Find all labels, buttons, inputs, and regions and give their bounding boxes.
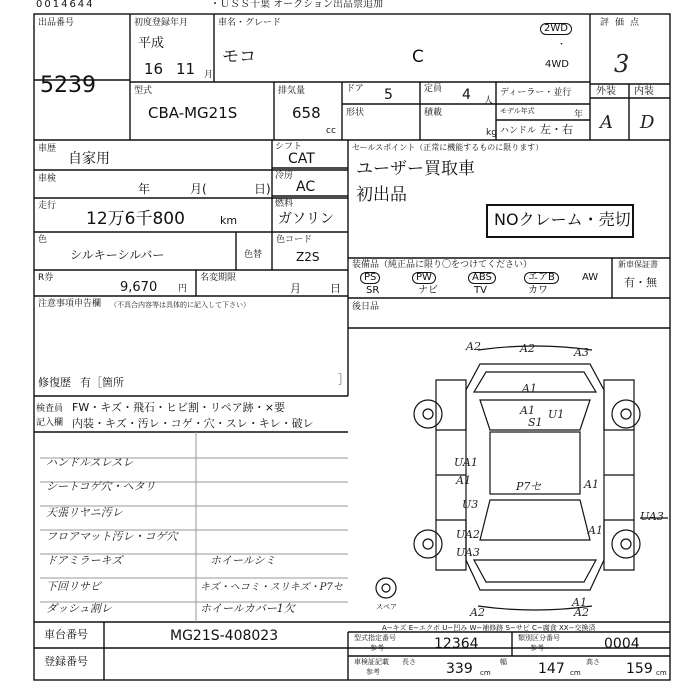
recycle-unit: 円 <box>178 284 188 294</box>
width-value: 147 <box>538 661 565 677</box>
shift-value: CAT <box>288 151 315 167</box>
sales-point-1: ユーザー買取車 <box>356 159 475 179</box>
length-unit: cm <box>480 669 491 677</box>
equip-aw: AW <box>582 272 599 283</box>
guarantee-label: 新車保証書 <box>618 260 658 269</box>
legend-label-1: 検査員 <box>36 404 64 414</box>
registration-label: 初度登録年月 <box>134 18 189 28</box>
mark-7: U1 <box>548 408 565 421</box>
no-claim-stamp-text: NOクレーム・売切 <box>494 210 631 229</box>
registration-month-unit: 月 <box>204 70 214 80</box>
equip-sr: SR <box>366 285 380 296</box>
sales-points-label: セールスポイント（正常に機能するものに限ります） <box>352 143 544 152</box>
note-line-7: ダッシュ割レ <box>46 602 112 615</box>
mark-15: A1 <box>588 524 603 537</box>
category-no-label: 類別区分番号 <box>518 634 560 642</box>
legend-row-2: 内装・キズ・汚レ・コゲ・穴・スレ・キレ・破レ <box>72 417 314 430</box>
category-no-value: 0004 <box>604 636 640 652</box>
equip-abs: ABS <box>468 272 496 284</box>
mark-18: A1 <box>572 596 587 609</box>
mark-2: A2 <box>520 342 535 355</box>
mark-8: UA1 <box>454 456 478 469</box>
mark-16: UA3 <box>640 510 664 523</box>
guarantee-value: 有・無 <box>624 276 657 289</box>
category-no-sub: 参考 <box>530 644 544 652</box>
handle-value: 左・右 <box>540 123 573 136</box>
doors-value: 5 <box>384 87 393 103</box>
length-value: 339 <box>446 661 473 677</box>
inspection-month: 月( <box>190 182 207 196</box>
equip-leather: カワ <box>528 285 548 296</box>
drive-4wd: 4WD <box>545 59 569 70</box>
load-unit: kg <box>486 128 497 138</box>
note-line-2: シートコゲ穴・ヘタリ <box>46 480 156 493</box>
shift-label: シフト <box>275 142 303 152</box>
after-fit-label: 後日品 <box>352 302 380 312</box>
history-label: 車歴 <box>38 144 57 154</box>
model-grade: C <box>412 47 424 67</box>
model-year-unit: 年 <box>574 110 584 120</box>
mileage-value: 12万6千800 <box>86 209 185 229</box>
name-change-label: 名変期限 <box>200 273 237 283</box>
height-unit: cm <box>656 669 667 677</box>
color-code-label: 色コード <box>276 235 313 245</box>
repair-bracket: ］ <box>338 373 349 386</box>
inspection-year: 年 <box>138 182 151 196</box>
registration-year: 16 <box>144 60 164 78</box>
repair-value: 有［箇所 <box>80 376 124 389</box>
color-label: 色 <box>38 235 48 245</box>
width-label: 幅 <box>500 658 507 666</box>
recycle-label: R券 <box>38 273 54 283</box>
equip-airbag: エアB <box>524 272 559 284</box>
mark-1: A2 <box>466 340 481 353</box>
exterior-grade: A <box>600 112 613 133</box>
chassis-label: 車台番号 <box>44 628 88 641</box>
note-right-1: ホイールシミ <box>210 554 276 567</box>
interior-label: 内装 <box>634 86 654 97</box>
exterior-label: 外装 <box>596 86 616 97</box>
equipment-label: 装備品（純正品に限り〇をつけてください） <box>352 260 533 270</box>
model-year-label: モデル年式 <box>500 107 535 115</box>
type-code: CBA-MG21S <box>148 104 238 122</box>
mark-5: A1 <box>520 404 535 417</box>
inspection-day: 日) <box>254 182 271 196</box>
fuel-value: ガソリン <box>278 211 334 227</box>
note-line-5: ドアミラーキズ <box>46 554 123 567</box>
registration-month: 11 <box>176 60 196 78</box>
dealer-label: ディーラー・並行 <box>500 88 572 98</box>
displacement-value: 658 <box>292 104 321 122</box>
aircon-value: AC <box>296 179 316 195</box>
repair-label: 修復歴 <box>38 376 71 389</box>
sheet-serial: 0014644 <box>36 0 95 10</box>
color-change-label: 色替 <box>244 250 263 260</box>
height-value: 159 <box>626 661 653 677</box>
rating-score: 3 <box>614 50 630 78</box>
drive-2wd: 2WD <box>540 23 572 35</box>
name-change-month: 月 <box>290 282 301 295</box>
shape-label: 形状 <box>346 108 365 118</box>
mark-6: S1 <box>528 416 543 429</box>
registration-era: 平成 <box>138 36 165 51</box>
mileage-unit: km <box>220 214 238 227</box>
dimensions-sub: 参考 <box>366 668 380 676</box>
equip-pw: PW <box>412 272 436 284</box>
recycle-value: 9,670 <box>120 280 158 295</box>
mark-14: UA3 <box>456 546 480 559</box>
equip-navi: ナビ <box>418 285 438 296</box>
note-right-2: キズ・ヘコミ・スリキズ・P7セ <box>200 582 343 593</box>
note-line-6: 下回リサビ <box>46 580 101 593</box>
mark-12: U3 <box>462 498 479 511</box>
lot-label: 出品番号 <box>38 18 75 28</box>
type-code-label: 型式 <box>134 86 153 96</box>
mark-10: P7セ <box>516 480 542 493</box>
note-right-3: ホイールカバー1欠 <box>200 602 295 615</box>
note-line-1: ハンドルスレスレ <box>46 456 134 469</box>
color-code-value: Z2S <box>296 250 320 264</box>
note-line-4: フロアマット汚レ・コゲ穴 <box>46 530 178 543</box>
mark-13: UA2 <box>456 528 480 541</box>
sales-point-2: 初出品 <box>356 185 407 205</box>
rating-label: 評価点 <box>600 18 646 28</box>
mark-11: A1 <box>584 478 599 491</box>
doors-label: ドア <box>346 84 364 94</box>
type-designation-label: 型式指定番号 <box>354 634 396 642</box>
capacity-value: 4 <box>462 87 471 103</box>
color-value: シルキーシルバー <box>70 248 165 262</box>
name-change-day: 日 <box>330 282 341 295</box>
damage-code-legend: A−キズ E−エクボ U−凹み W−補修跡 S−サビ C−腐食 XX−交換済 <box>382 624 596 632</box>
length-label: 長さ <box>402 658 416 666</box>
displacement-unit: cc <box>326 126 336 136</box>
capacity-unit: 人 <box>484 96 494 106</box>
equip-tv: TV <box>474 285 487 296</box>
type-designation-value: 12364 <box>434 636 479 652</box>
drive-dot: ・ <box>557 40 567 50</box>
mark-4: A1 <box>522 382 537 395</box>
mark-9: A1 <box>456 474 471 487</box>
capacity-label: 定員 <box>424 84 443 94</box>
displacement-label: 排気量 <box>278 86 306 96</box>
spare-label: スペア <box>376 603 397 611</box>
notes-sub: （不具合内容等は具体的に記入して下さい） <box>110 301 250 309</box>
note-line-3: 天張リヤニ汚レ <box>46 506 123 519</box>
inspection-label: 車検 <box>38 174 57 184</box>
dimensions-label: 車検証記載 <box>354 658 389 666</box>
height-label: 高さ <box>586 658 600 666</box>
mark-19: A2 <box>574 606 589 619</box>
legend-label-2: 記入欄 <box>36 418 64 428</box>
history-value: 自家用 <box>68 151 110 167</box>
sheet-title: ・ＵＳＳ千葉 オークション出品票追加 <box>210 0 383 10</box>
width-unit: cm <box>570 669 581 677</box>
interior-grade: D <box>640 112 655 133</box>
lot-number: 5239 <box>40 73 96 98</box>
legend-row-1: FW・キズ・飛石・ヒビ割・リペア跡・×要 <box>72 401 285 414</box>
aircon-label: 冷房 <box>275 171 294 181</box>
model-label: 車名・グレード <box>218 18 282 28</box>
register-no-label: 登録番号 <box>44 655 88 668</box>
notes-label: 注意事項申告欄 <box>38 299 102 309</box>
chassis-value: MG21S-408023 <box>170 628 279 644</box>
load-label: 積載 <box>424 108 443 118</box>
type-designation-sub: 参考 <box>370 644 384 652</box>
handle-label: ハンドル <box>500 126 537 136</box>
fuel-label: 燃料 <box>275 199 294 209</box>
model-name: モコ <box>222 47 256 67</box>
mark-3: A3 <box>574 346 589 359</box>
mileage-label: 走行 <box>38 201 57 211</box>
equip-ps: PS <box>360 272 380 284</box>
mark-17: A2 <box>470 606 485 619</box>
